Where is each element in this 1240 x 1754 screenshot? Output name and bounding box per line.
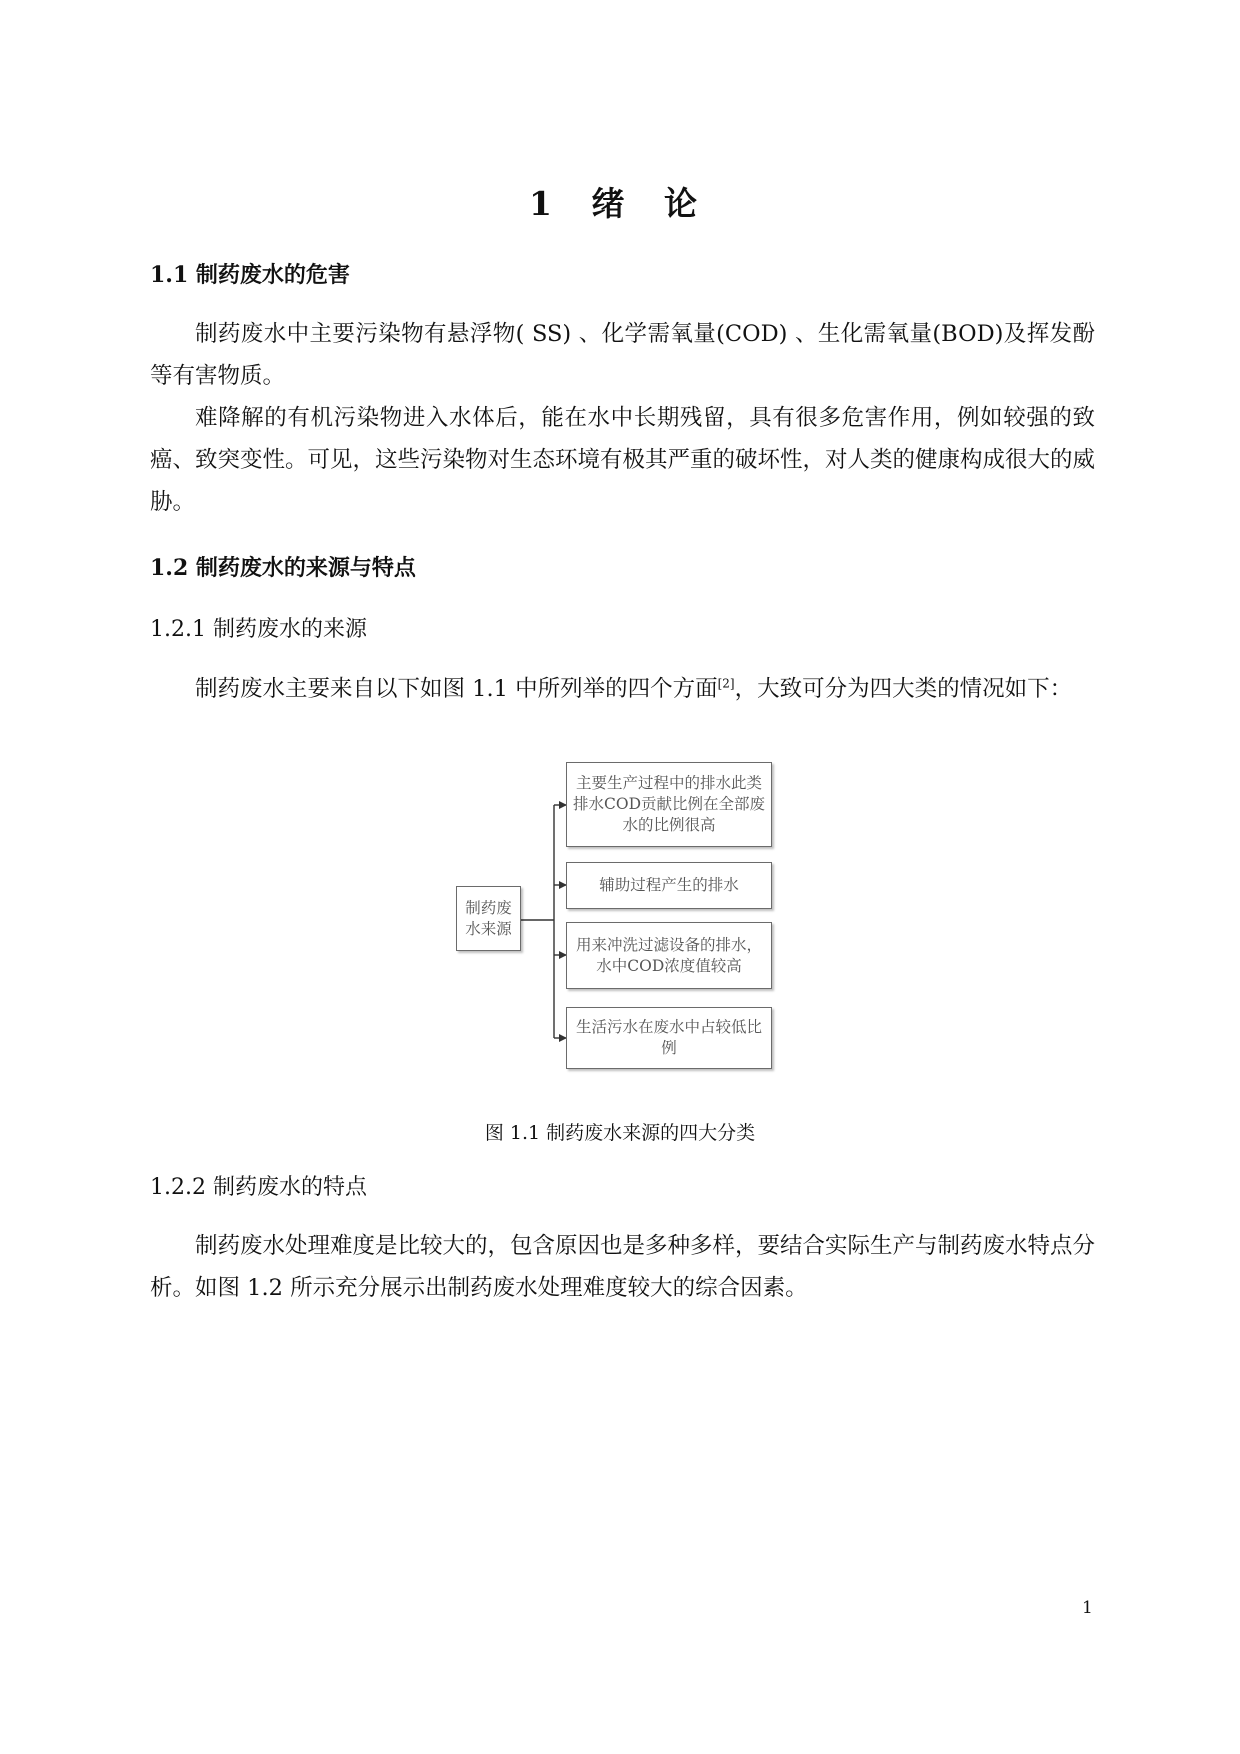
diagram-branch-domestic: 生活污水在废水中占较低比例 bbox=[566, 1007, 772, 1069]
section-heading-1-1: 1.1 制药废水的危害 bbox=[150, 262, 350, 288]
diagram-root-box: 制药废水来源 bbox=[456, 886, 521, 951]
figure-source-diagram bbox=[454, 762, 784, 1074]
page-number: 1 bbox=[1082, 1598, 1093, 1618]
paragraph-sources-text-b: ，大致可分为四大类的情况如下： bbox=[734, 676, 1073, 702]
section-heading-1-2: 1.2 制药废水的来源与特点 bbox=[150, 555, 416, 581]
diagram-branch-main-process: 主要生产过程中的排水此类排水COD贡献比例在全部废水的比例很高 bbox=[566, 762, 772, 847]
chapter-title: 1 绪 论 bbox=[529, 184, 711, 223]
paragraph-hazards: 难降解的有机污染物进入水体后，能在水中长期残留，具有很多危害作用，例如较强的致癌、致突变性。可见，这些污染物对生态环境有极其严重的破坏性，对人类的健康构成很大的威胁。 bbox=[150, 405, 1096, 515]
paragraph-characteristics: 制药废水处理难度是比较大的，包含原因也是多种多样，要结合实际生产与制药废水特点分析。如图 1.2 所示充分展示出制药废水处理难度较大的综合因素。 bbox=[150, 1233, 1096, 1301]
figure-caption: 图 1.1 制药废水来源的四大分类 bbox=[484, 1122, 756, 1144]
diagram-branch-flushing: 用来冲洗过滤设备的排水，水中COD浓度值较高 bbox=[566, 922, 772, 989]
paragraph-sources bbox=[150, 668, 1095, 710]
subsection-heading-1-2-1: 1.2.1 制药废水的来源 bbox=[150, 617, 367, 642]
subsection-heading-1-2-2: 1.2.2 制药废水的特点 bbox=[150, 1175, 367, 1200]
diagram-branch-auxiliary: 辅助过程产生的排水 bbox=[566, 862, 772, 909]
citation-ref: [2] bbox=[717, 676, 735, 691]
paragraph-sources-text-a: 制药废水主要来自以下如图 1.1 中所列举的四个方面 bbox=[195, 676, 718, 702]
paragraph-pollutants: 制药废水中主要污染物有悬浮物( SS) 、化学需氧量(COD) 、生化需氧量(BOD)及挥发酚等有害物质。 bbox=[150, 321, 1095, 389]
